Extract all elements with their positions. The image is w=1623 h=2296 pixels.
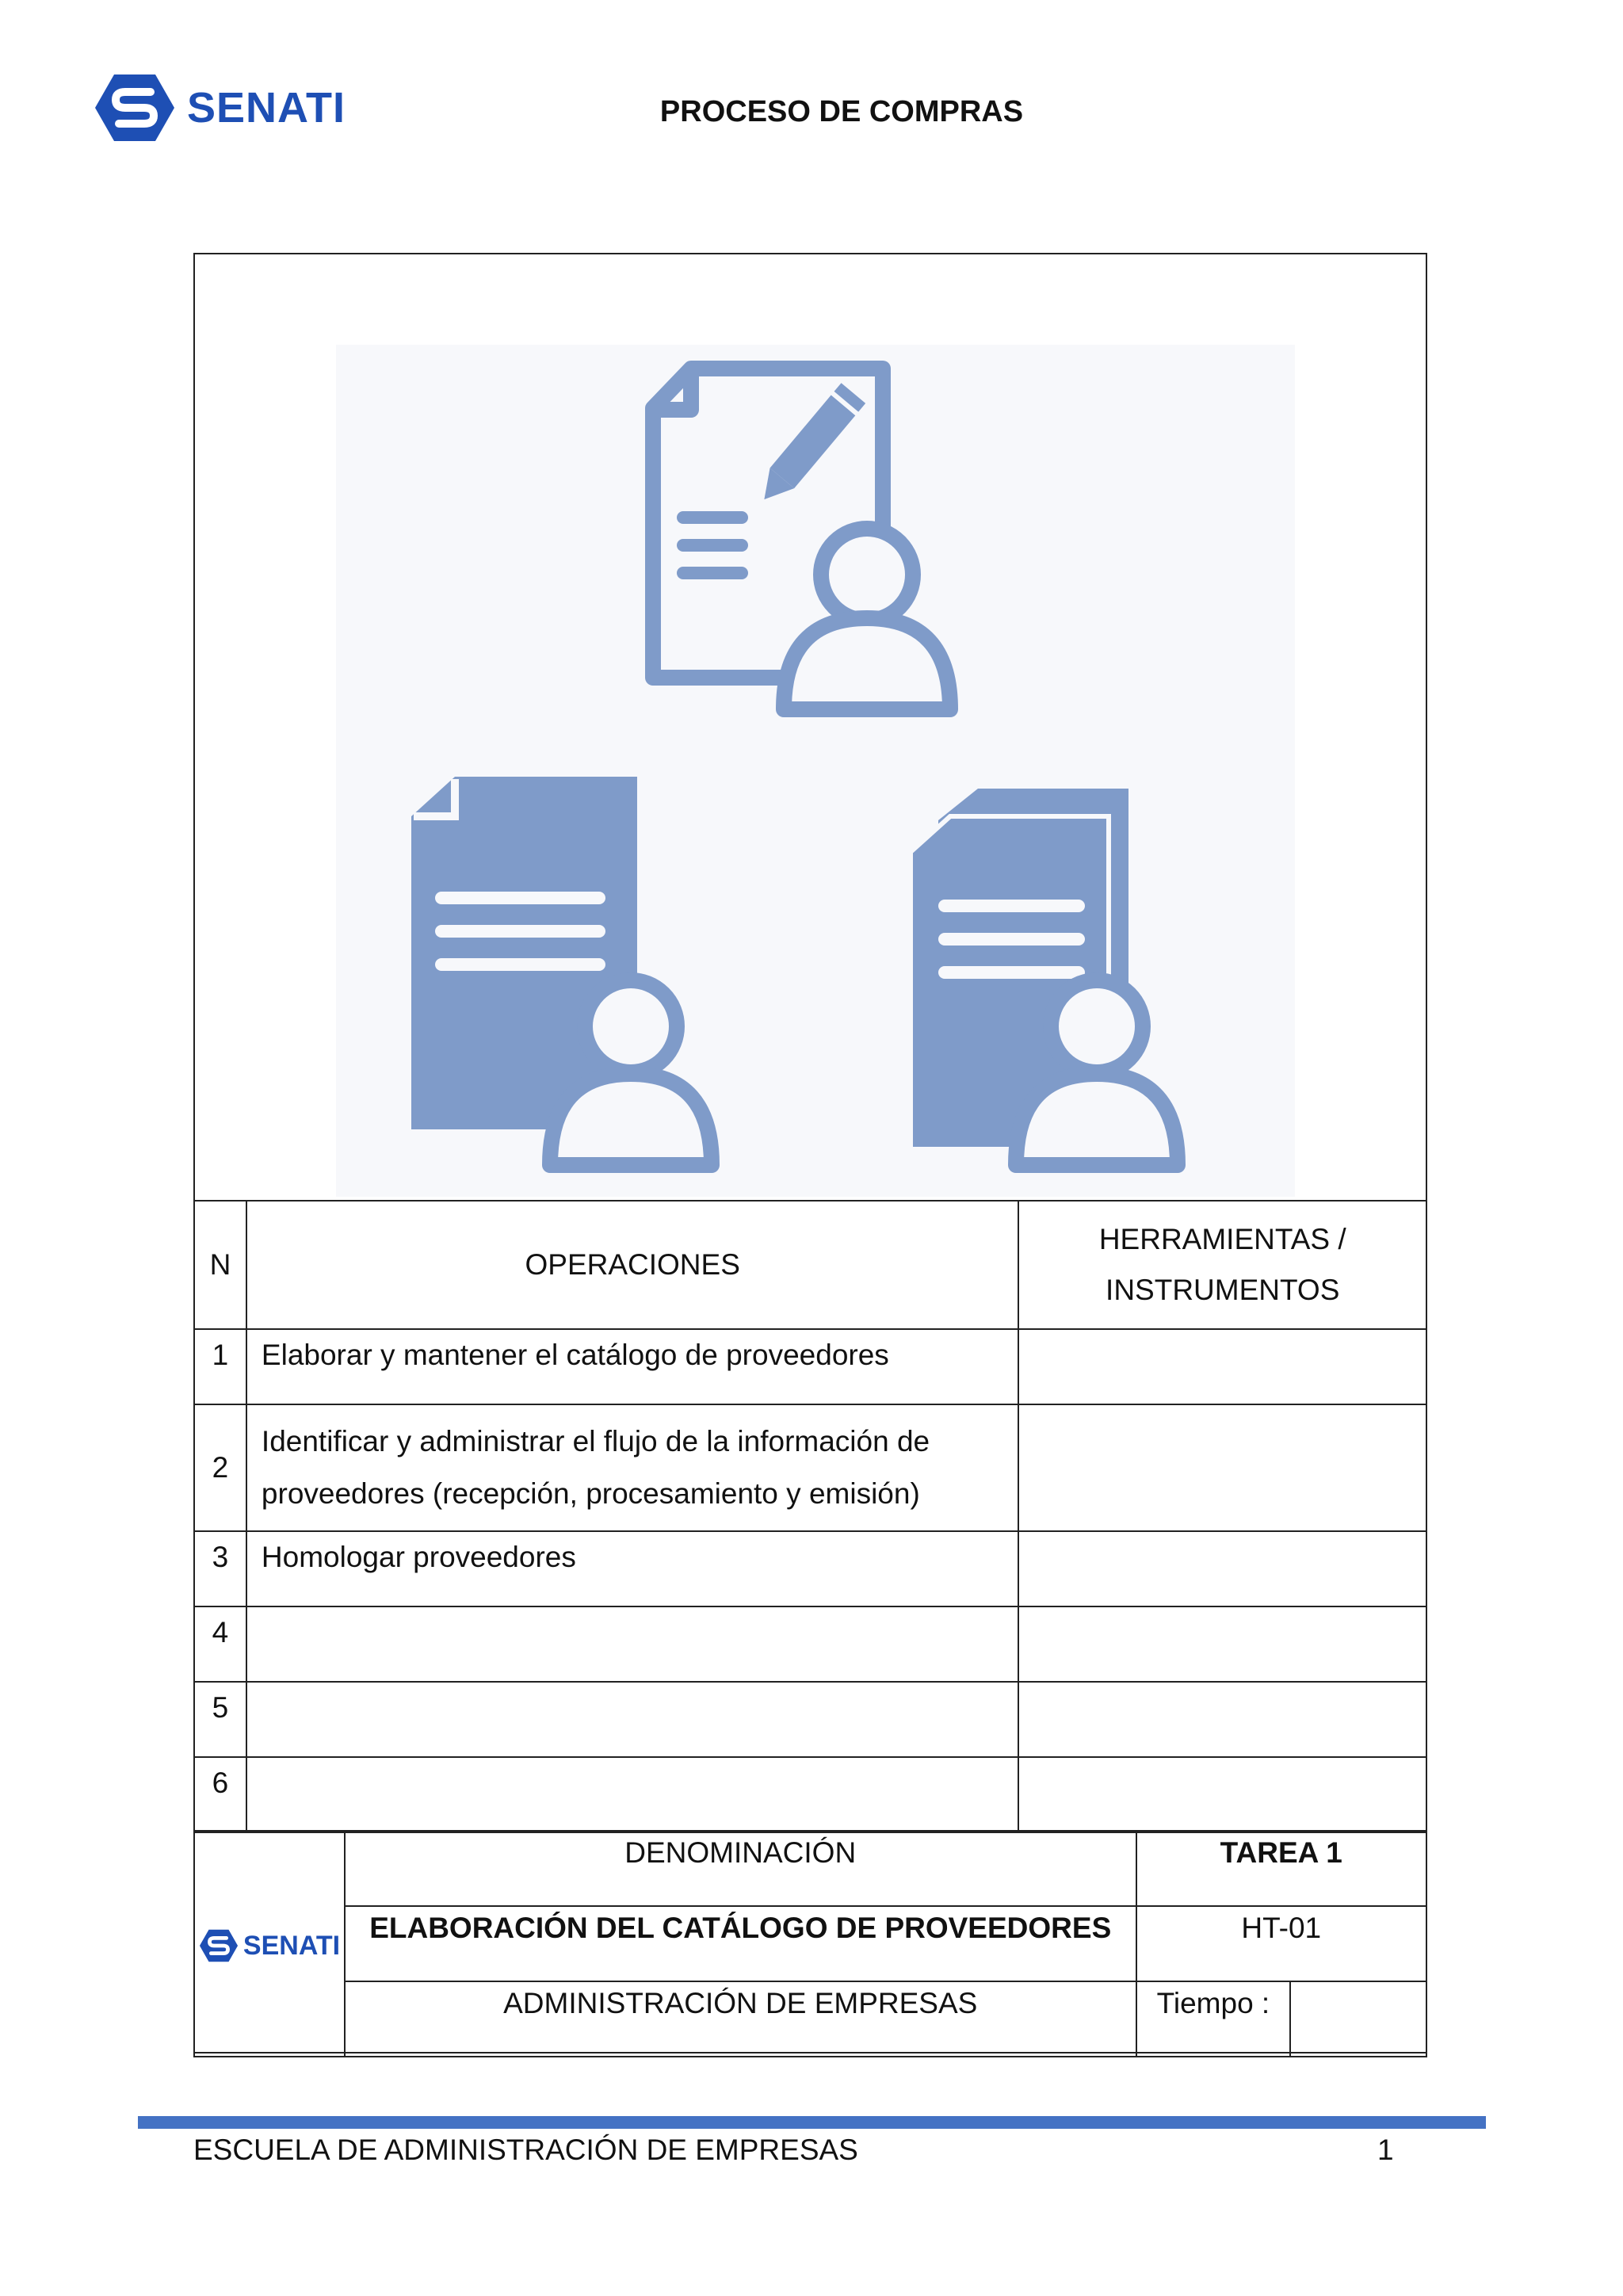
header-herramientas bbox=[1018, 1201, 1426, 1329]
row-operation-line1: Identificar y administrar el flujo de la información de bbox=[261, 1425, 930, 1457]
row-number: 3 bbox=[194, 1531, 246, 1606]
row-number: 2 bbox=[194, 1404, 246, 1531]
mini-logo-text: SENATI bbox=[242, 1930, 341, 1961]
header-herramientas-line1: HERRAMIENTAS / bbox=[1098, 1223, 1346, 1255]
header-herramientas-line2: INSTRUMENTOS bbox=[1106, 1274, 1340, 1306]
tiempo-label: Tiempo : bbox=[1136, 1981, 1291, 2057]
row-number: 6 bbox=[194, 1757, 246, 1832]
table-header-row bbox=[194, 1201, 1426, 1329]
document-title: ELABORACIÓN DEL CATÁLOGO DE PROVEEDORES bbox=[345, 1906, 1136, 1981]
row-tool bbox=[1018, 1682, 1426, 1757]
row-number: 4 bbox=[194, 1606, 246, 1682]
table-row bbox=[194, 1404, 1426, 1531]
operations-table bbox=[193, 1200, 1427, 1833]
row-operation bbox=[246, 1757, 1019, 1832]
header-n: N bbox=[194, 1201, 246, 1329]
row-tool bbox=[1018, 1329, 1426, 1404]
tiempo-value bbox=[1290, 1981, 1426, 2057]
page-number: 1 bbox=[1377, 2134, 1394, 2166]
row-number: 1 bbox=[194, 1329, 246, 1404]
title-block-table bbox=[193, 1830, 1427, 2057]
logo-text: SENATI bbox=[187, 84, 346, 132]
title-block-logo-cell bbox=[194, 1831, 345, 2057]
denominacion-label: DENOMINACIÓN bbox=[345, 1831, 1136, 1906]
program-name: ADMINISTRACIÓN DE EMPRESAS bbox=[345, 1981, 1136, 2057]
table-row bbox=[194, 1682, 1426, 1757]
document-code: HT-01 bbox=[1136, 1906, 1427, 1981]
row-tool bbox=[1018, 1531, 1426, 1606]
row-operation bbox=[246, 1404, 1019, 1531]
row-operation: Homologar proveedores bbox=[246, 1531, 1019, 1606]
table-row bbox=[194, 1606, 1426, 1682]
row-operation: Elaborar y mantener el catálogo de proveedores bbox=[246, 1329, 1019, 1404]
suppliers-illustration bbox=[336, 345, 1295, 1197]
row-number: 5 bbox=[194, 1682, 246, 1757]
footer-bar bbox=[138, 2116, 1486, 2129]
table-row bbox=[194, 1757, 1426, 1832]
table-row bbox=[194, 1329, 1426, 1404]
row-operation bbox=[246, 1682, 1019, 1757]
row-operation bbox=[246, 1606, 1019, 1682]
senati-mini-logo bbox=[195, 1927, 344, 1964]
row-tool bbox=[1018, 1606, 1426, 1682]
row-operation-line2: proveedores (recepción, procesamiento y emisión) bbox=[261, 1477, 920, 1510]
row-tool bbox=[1018, 1757, 1426, 1832]
footer-school: ESCUELA DE ADMINISTRACIÓN DE EMPRESAS bbox=[193, 2134, 858, 2166]
header-operaciones: OPERACIONES bbox=[246, 1201, 1019, 1329]
senati-logo-icon bbox=[199, 1928, 239, 1963]
page-title: PROCESO DE COMPRAS bbox=[659, 95, 1024, 128]
tarea-label: TAREA 1 bbox=[1136, 1831, 1427, 1906]
row-tool bbox=[1018, 1404, 1426, 1531]
table-row bbox=[194, 1531, 1426, 1606]
